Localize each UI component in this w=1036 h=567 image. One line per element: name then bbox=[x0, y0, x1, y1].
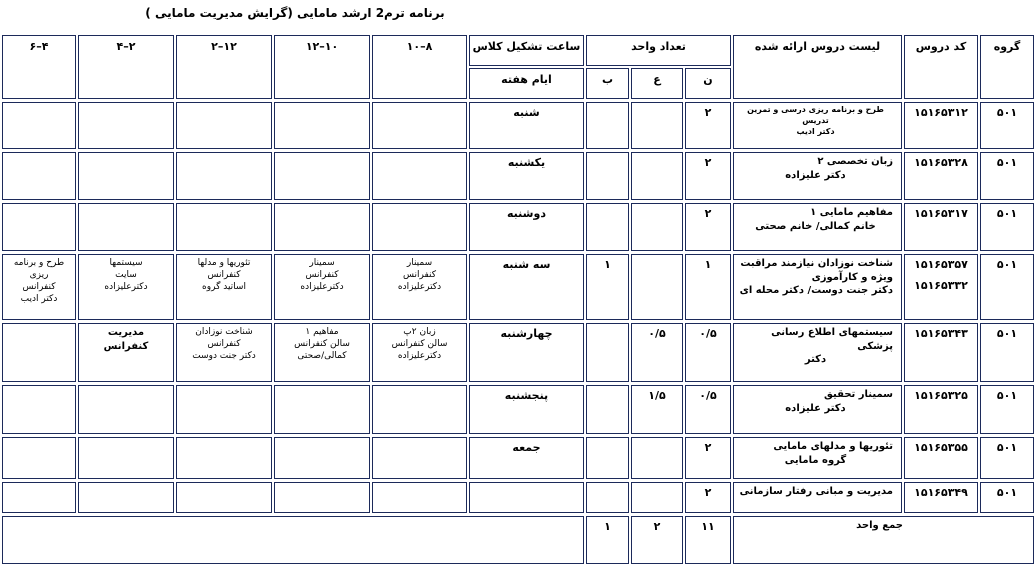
row-weekday-value: یکشنبه bbox=[507, 156, 546, 169]
row-group-value: ۵۰۱ bbox=[996, 486, 1018, 499]
header-unit-b-label: ب bbox=[601, 73, 614, 86]
row-slot-3 bbox=[78, 437, 174, 479]
row-slot-0 bbox=[372, 152, 467, 200]
row-unit-a bbox=[631, 437, 683, 479]
row-slot-2 bbox=[176, 102, 272, 149]
row-weekday-value: شنبه bbox=[513, 106, 540, 119]
row-weekday bbox=[469, 152, 584, 200]
row-slot-1 bbox=[274, 437, 370, 479]
header-unit-a-label: ع bbox=[653, 73, 661, 86]
row-course-name bbox=[733, 102, 902, 149]
row-slot-0 bbox=[372, 323, 467, 382]
row-weekday bbox=[469, 102, 584, 149]
header-group bbox=[980, 35, 1034, 99]
row-slot-line: زبان ۲پ bbox=[403, 327, 436, 337]
row-group bbox=[980, 385, 1034, 434]
row-slot-line: ریزی bbox=[29, 270, 49, 281]
row-course-name bbox=[733, 323, 902, 382]
row-slot-line: مفاهیم ۱ bbox=[305, 327, 339, 337]
row-weekday-value: چهارشنبه bbox=[500, 327, 553, 340]
row-unit-n bbox=[685, 323, 731, 382]
row-unit-n-value: ۲ bbox=[704, 207, 712, 220]
row-course-line: دکتر ادیب bbox=[796, 126, 835, 136]
header-slot-3-label: ۲–۴ bbox=[116, 40, 136, 53]
row-course-line: زبان تخصصی ۲ bbox=[817, 156, 893, 167]
row-course-line: ویژه و کارآموزی bbox=[811, 271, 893, 283]
row-slot-2 bbox=[176, 203, 272, 251]
totals-unit-n-value: ۱۱ bbox=[701, 520, 715, 533]
header-units-label: تعداد واحد bbox=[631, 40, 686, 53]
header-weekdays-label: ایام هفته bbox=[501, 73, 552, 86]
row-slot-3 bbox=[78, 203, 174, 251]
row-unit-n bbox=[685, 385, 731, 434]
row-slot-line: سالن کنفرانس bbox=[294, 339, 350, 350]
row-course-line: طرح و برنامه ریزی درسی و تمرین تدریس bbox=[747, 105, 884, 125]
row-slot-3 bbox=[78, 152, 174, 200]
header-units bbox=[586, 35, 731, 66]
header-slot-0-label: ۸–۱۰ bbox=[406, 40, 433, 53]
row-group-value: ۵۰۱ bbox=[996, 207, 1018, 220]
row-slot-2 bbox=[176, 482, 272, 513]
header-unit-b bbox=[586, 68, 629, 99]
row-slot-line: کنفرانس bbox=[22, 282, 56, 293]
row-unit-n-value: ۱ bbox=[704, 258, 712, 271]
row-weekday-value: دوشنبه bbox=[507, 207, 546, 220]
row-slot-line: کنفرانس bbox=[305, 270, 339, 281]
row-course-code bbox=[904, 254, 978, 320]
row-unit-n bbox=[685, 437, 731, 479]
row-slot-1 bbox=[274, 254, 370, 320]
row-course-line: شناخت نوزادان نیازمند مراقبت bbox=[740, 258, 893, 269]
row-slot-1 bbox=[274, 323, 370, 382]
row-slot-4 bbox=[2, 102, 76, 149]
row-slot-1 bbox=[274, 385, 370, 434]
header-slot-1 bbox=[274, 35, 370, 99]
row-course-line: مفاهیم مامایی ۱ bbox=[810, 207, 893, 218]
row-course-code bbox=[904, 385, 978, 434]
row-slot-3 bbox=[78, 254, 174, 320]
row-slot-line: شناخت نوزادان bbox=[195, 327, 253, 337]
row-course-line: دکتر علیزاده bbox=[785, 169, 846, 181]
row-slot-4 bbox=[2, 437, 76, 479]
row-slot-line: اساتید گروه bbox=[202, 282, 246, 293]
row-group bbox=[980, 102, 1034, 149]
row-slot-1 bbox=[274, 152, 370, 200]
row-slot-2 bbox=[176, 254, 272, 320]
row-unit-a-value: ۱/۵ bbox=[648, 389, 666, 402]
row-group-value: ۵۰۱ bbox=[996, 106, 1018, 119]
row-weekday bbox=[469, 323, 584, 382]
row-course-code bbox=[904, 102, 978, 149]
row-unit-a bbox=[631, 482, 683, 513]
row-unit-b bbox=[586, 254, 629, 320]
row-unit-n bbox=[685, 102, 731, 149]
row-course-line: تئوریها و مدلهای مامایی bbox=[773, 441, 893, 452]
row-group bbox=[980, 254, 1034, 320]
row-course-line: مدیریت و مبانی رفتار سازمانی bbox=[739, 486, 893, 497]
row-group bbox=[980, 203, 1034, 251]
totals-label: جمع واحد bbox=[856, 520, 903, 531]
row-slot-line: کنفرانس bbox=[403, 270, 436, 281]
header-slot-4-label: ۴–۶ bbox=[29, 40, 49, 53]
row-slot-line: مدیریت bbox=[107, 327, 145, 338]
row-slot-line: سالن کنفرانس bbox=[391, 339, 448, 350]
row-unit-n-value: ۲ bbox=[704, 486, 712, 499]
row-course-line: گروه مامایی bbox=[784, 454, 847, 466]
row-unit-n bbox=[685, 203, 731, 251]
row-unit-b bbox=[586, 482, 629, 513]
row-group-value: ۵۰۱ bbox=[996, 389, 1018, 402]
row-slot-line: دکترعلیزاده bbox=[104, 282, 148, 293]
row-slot-4 bbox=[2, 482, 76, 513]
row-slot-line: دکترعلیزاده bbox=[300, 282, 344, 293]
row-slot-4 bbox=[2, 152, 76, 200]
row-slot-0 bbox=[372, 203, 467, 251]
row-course-code-value: ۱۵۱۶۵۳۲۸ bbox=[914, 156, 968, 169]
row-group-value: ۵۰۱ bbox=[996, 441, 1018, 454]
header-weekdays bbox=[469, 68, 584, 99]
row-course-code bbox=[904, 203, 978, 251]
row-unit-n-value: ۰/۵ bbox=[699, 327, 717, 340]
row-slot-line: تئوریها و مدلها bbox=[197, 258, 251, 268]
row-slot-2 bbox=[176, 385, 272, 434]
row-unit-b bbox=[586, 323, 629, 382]
row-slot-line: سمینار bbox=[406, 258, 433, 268]
header-course-code bbox=[904, 35, 978, 99]
row-slot-3 bbox=[78, 323, 174, 382]
row-weekday-value: سه شنبه bbox=[502, 258, 551, 271]
row-slot-3 bbox=[78, 482, 174, 513]
row-slot-2 bbox=[176, 323, 272, 382]
row-unit-n bbox=[685, 254, 731, 320]
row-course-name bbox=[733, 254, 902, 320]
row-course-code-value: ۱۵۱۶۵۳۱۷ bbox=[914, 207, 968, 220]
row-weekday bbox=[469, 437, 584, 479]
row-slot-4 bbox=[2, 323, 76, 382]
row-unit-a bbox=[631, 152, 683, 200]
row-unit-a-value: ۰/۵ bbox=[648, 327, 666, 340]
row-slot-line: کنفرانس bbox=[103, 340, 149, 352]
row-course-name bbox=[733, 437, 902, 479]
row-slot-1 bbox=[274, 203, 370, 251]
row-group bbox=[980, 437, 1034, 479]
row-group bbox=[980, 323, 1034, 382]
row-course-code-value: ۱۵۱۶۵۳۴۹ bbox=[914, 486, 968, 499]
totals-empty-cell bbox=[2, 516, 584, 564]
row-unit-a bbox=[631, 385, 683, 434]
row-unit-n bbox=[685, 482, 731, 513]
header-slot-0 bbox=[372, 35, 467, 99]
row-unit-b bbox=[586, 437, 629, 479]
row-unit-n-value: ۰/۵ bbox=[699, 389, 717, 402]
row-unit-b bbox=[586, 102, 629, 149]
row-unit-a bbox=[631, 102, 683, 149]
header-class-time-label: ساعت تشکیل کلاس bbox=[472, 40, 581, 53]
header-class-time bbox=[469, 35, 584, 66]
row-slot-line: دکتر ادیب bbox=[20, 294, 58, 305]
row-unit-b bbox=[586, 152, 629, 200]
row-course-line: دکتر علیزاده bbox=[785, 402, 846, 414]
header-unit-n bbox=[685, 68, 731, 99]
row-slot-4 bbox=[2, 385, 76, 434]
row-slot-line: کنفرانس bbox=[207, 339, 241, 350]
row-weekday bbox=[469, 385, 584, 434]
row-slot-1 bbox=[274, 482, 370, 513]
row-course-code-value: ۱۵۱۶۵۳۱۲ bbox=[914, 106, 968, 119]
totals-unit-b-value: ۱ bbox=[604, 520, 611, 533]
totals-unit-n bbox=[685, 516, 731, 564]
row-unit-b bbox=[586, 203, 629, 251]
row-slot-3 bbox=[78, 385, 174, 434]
row-slot-line: دکترعلیزاده bbox=[397, 351, 442, 362]
row-slot-2 bbox=[176, 437, 272, 479]
header-slot-2 bbox=[176, 35, 272, 99]
row-unit-a bbox=[631, 323, 683, 382]
row-course-code-value: ۱۵۱۶۵۳۲۵ bbox=[914, 389, 968, 402]
row-slot-line: کنفرانس bbox=[207, 270, 241, 281]
row-unit-b-value: ۱ bbox=[604, 258, 611, 271]
header-unit-n-label: ن bbox=[703, 73, 713, 86]
row-slot-line: دکترعلیزاده bbox=[397, 282, 442, 293]
row-group-value: ۵۰۱ bbox=[996, 156, 1018, 169]
row-slot-0 bbox=[372, 254, 467, 320]
row-course-line: سیستمهای اطلاع رسانی پزشکی bbox=[771, 327, 893, 352]
row-course-name bbox=[733, 482, 902, 513]
page-title: برنامه ترم2 ارشد مامایی (گرایش مدیریت مامایی ) bbox=[145, 6, 445, 20]
row-unit-n-value: ۲ bbox=[704, 441, 712, 454]
header-course-list bbox=[733, 35, 902, 99]
row-course-line: دکتر bbox=[804, 354, 827, 365]
row-course-line: دکتر جنت دوست/ دکتر محله ای bbox=[739, 285, 893, 296]
row-unit-b bbox=[586, 385, 629, 434]
row-course-code bbox=[904, 482, 978, 513]
row-slot-0 bbox=[372, 437, 467, 479]
row-unit-a bbox=[631, 254, 683, 320]
header-slot-3 bbox=[78, 35, 174, 99]
row-unit-a bbox=[631, 203, 683, 251]
row-course-code bbox=[904, 437, 978, 479]
row-weekday-value: جمعه bbox=[512, 441, 541, 454]
row-course-code bbox=[904, 152, 978, 200]
row-unit-n-value: ۲ bbox=[704, 156, 712, 169]
row-slot-2 bbox=[176, 152, 272, 200]
row-weekday-value: پنجشنبه bbox=[504, 389, 549, 402]
row-course-line: خانم کمالی/ خانم صحتی bbox=[755, 220, 876, 232]
schedule-table bbox=[2, 30, 1034, 564]
row-slot-3 bbox=[78, 102, 174, 149]
row-course-code-secondary: ۱۵۱۶۵۳۳۲ bbox=[914, 278, 968, 292]
row-slot-4 bbox=[2, 203, 76, 251]
row-slot-line: سمینار bbox=[309, 258, 335, 268]
row-slot-4 bbox=[2, 254, 76, 320]
row-group-value: ۵۰۱ bbox=[996, 258, 1018, 271]
totals-unit-a bbox=[631, 516, 683, 564]
row-course-code bbox=[904, 323, 978, 382]
row-unit-n-value: ۲ bbox=[704, 106, 712, 119]
row-slot-line: کمالی/صحتی bbox=[297, 351, 347, 362]
totals-label-cell bbox=[733, 516, 1034, 564]
totals-unit-b bbox=[586, 516, 629, 564]
row-course-code-value: ۱۵۱۶۵۳۵۷ bbox=[914, 258, 968, 271]
row-slot-0 bbox=[372, 385, 467, 434]
row-course-line: سمینار تحقیق bbox=[824, 389, 893, 400]
header-course-code-label: کد دروس bbox=[915, 40, 967, 53]
header-group-label: گروه bbox=[993, 40, 1021, 53]
row-slot-0 bbox=[372, 482, 467, 513]
row-slot-line: سایت bbox=[115, 270, 137, 281]
row-course-name bbox=[733, 203, 902, 251]
row-slot-0 bbox=[372, 102, 467, 149]
totals-unit-a-value: ۲ bbox=[653, 520, 661, 533]
header-unit-a bbox=[631, 68, 683, 99]
header-slot-1-label: ۱۰–۱۲ bbox=[305, 40, 339, 53]
header-slot-4 bbox=[2, 35, 76, 99]
row-slot-line: دکتر جنت دوست bbox=[192, 351, 256, 362]
row-course-code-value: ۱۵۱۶۵۳۴۳ bbox=[914, 327, 968, 340]
header-slot-2-label: ۱۲–۲ bbox=[211, 40, 237, 53]
row-course-name bbox=[733, 385, 902, 434]
row-slot-line: سیستمها bbox=[109, 258, 143, 268]
row-course-code-value: ۱۵۱۶۵۳۵۵ bbox=[914, 441, 968, 454]
row-unit-n bbox=[685, 152, 731, 200]
row-slot-line: طرح و برنامه bbox=[13, 258, 65, 268]
row-course-name bbox=[733, 152, 902, 200]
header-course-list-label: لیست دروس ارائه شده bbox=[754, 40, 881, 53]
row-group-value: ۵۰۱ bbox=[996, 327, 1018, 340]
row-weekday bbox=[469, 254, 584, 320]
row-group bbox=[980, 152, 1034, 200]
row-group bbox=[980, 482, 1034, 513]
row-weekday bbox=[469, 203, 584, 251]
row-weekday bbox=[469, 482, 584, 513]
row-slot-1 bbox=[274, 102, 370, 149]
